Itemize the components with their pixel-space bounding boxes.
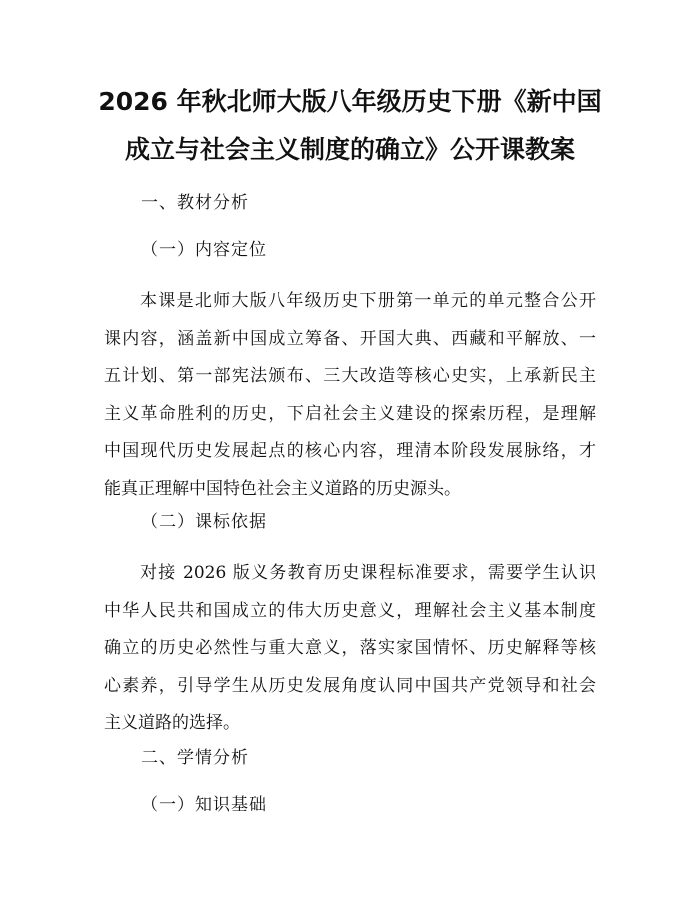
paragraph-line: 本课是北师大版八年级历史下册第一单元的单元整合公开: [140, 291, 596, 311]
paragraph-line: 五计划、第一部宪法颁布、三大改造等核心史实，上承新民主: [104, 366, 596, 386]
paragraph-line: 确立的历史必然性与重大意义，落实家国情怀、历史解释等核: [104, 638, 596, 658]
paragraph-line: 课内容，涵盖新中国成立筹备、开国大典、西藏和平解放、一: [104, 328, 596, 349]
subsection-heading-content-positioning: （一）内容定位: [141, 240, 267, 260]
paragraph-line: 中华人民共和国成立的伟大历史意义，理解社会主义基本制度: [104, 600, 596, 621]
paragraph-line: 主义革命胜利的历史，下启社会主义建设的探索历程，是理解: [104, 403, 596, 424]
paragraph-curriculum-basis: [104, 555, 596, 743]
subsection-heading-curriculum-basis: （二）课标依据: [141, 512, 267, 532]
paragraph-line: 对接 2026 版义务教育历史课程标准要求，需要学生认识: [140, 563, 596, 583]
document-title-line-2: 成立与社会主义制度的确立》公开课教案: [124, 135, 575, 164]
section-heading-textbook-analysis: 一、教材分析: [141, 193, 249, 213]
paragraph-line: 心素养，引导学生从历史发展角度认同中国共产党领导和社会: [104, 675, 596, 696]
paragraph-line: 主义道路的选择。: [104, 713, 240, 733]
subsection-heading-knowledge-base: （一）知识基础: [141, 795, 267, 815]
paragraph-content-positioning: [104, 283, 596, 508]
section-heading-learner-analysis: 二、学情分析: [141, 748, 249, 768]
paragraph-line: 能真正理解中国特色社会主义道路的历史源头。: [104, 478, 461, 499]
paragraph-line: 中国现代历史发展起点的核心内容，理清本阶段发展脉络，才: [104, 441, 596, 461]
document-title-line-1: 2026 年秋北师大版八年级历史下册《新中国: [98, 87, 602, 116]
